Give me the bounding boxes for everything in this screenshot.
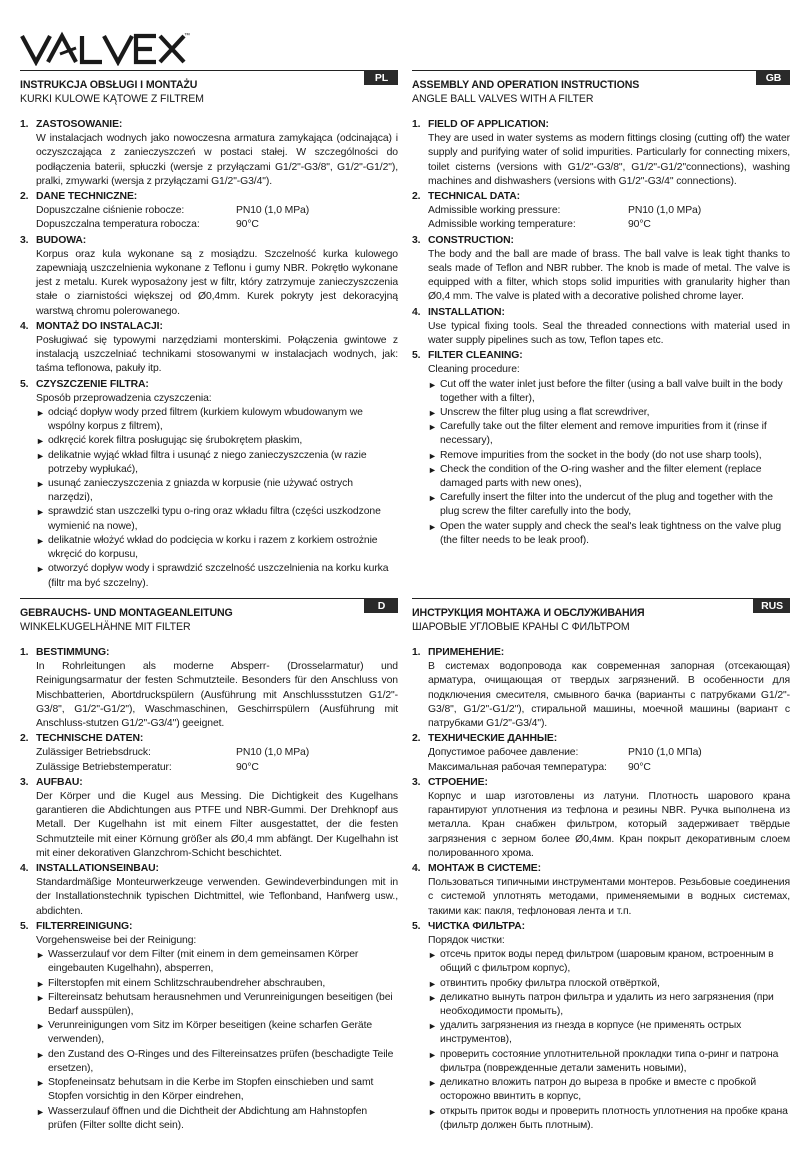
section-heading: МОНТАЖ В СИСТЕМЕ: xyxy=(428,863,541,875)
section-title: ИНСТРУКЦИЯ МОНТАЖА И ОБСЛУЖИВАНИЯ xyxy=(412,607,645,619)
cleaning-step: ► Wasserzulauf öffnen und die Dichtheit der Abdichtung am Hahnstopfen prüfen (Filter sollte dicht sein). xyxy=(36,1105,398,1133)
section-title: INSTRUKCJA OBSŁUGI I MONTAŻU xyxy=(20,79,198,91)
spec-row-pressure xyxy=(428,746,790,760)
cleaning-step: ► Check the condition of the O-ring washer and the filter element (replace damaged parts with new ones), xyxy=(428,463,790,491)
spec-row-temperature xyxy=(428,761,790,775)
section-title: ASSEMBLY AND OPERATION INSTRUCTIONS xyxy=(412,79,640,91)
section-heading: FIELD OF APPLICATION: xyxy=(428,119,549,130)
logo-trademark: ™ xyxy=(184,33,190,39)
section-text: Standardmäßige Monteurwerkzeuge verwenden. Gewindeverbindungen mit in der Installationstechnik typischen Dichtmittel, wie Teflonband, Hanfwerg usw., abdichten. xyxy=(36,877,398,917)
section-subtitle: WINKELKUGELHÄHNE MIT FILTER xyxy=(20,621,191,634)
section-construction xyxy=(20,234,398,319)
section-construction xyxy=(20,776,398,861)
section-heading: BESTIMMUNG: xyxy=(36,647,110,658)
cleaning-intro: Sposób przeprowadzenia czyszczenia: xyxy=(36,392,212,404)
logo-letter-v2 xyxy=(104,36,132,62)
language-badge: D xyxy=(364,598,398,613)
section-heading: FILTER CLEANING: xyxy=(428,350,523,362)
section-installation xyxy=(412,862,790,919)
section-text: Пользоваться типичными инструментами монтеров. Резьбовые соединения с системой уплотнять методами, применяемыми в водных системах, такими как: пакля, тефлоновая лента и т.п. xyxy=(428,877,790,917)
spec-label: Максимальная рабочая температура: xyxy=(428,761,607,773)
cleaning-step: ► sprawdzić stan uszczelki typu o-ring oraz wkładu filtra (części uszkodzone wymienić na nowe), xyxy=(36,505,398,533)
cleaning-step: ► Cut off the water inlet just before the filter (using a ball valve built in the body together with a filter), xyxy=(428,378,790,406)
section-number: 5. xyxy=(412,920,421,932)
section-heading: MONTAŻ DO INSTALACJI: xyxy=(36,320,163,332)
cleaning-step: ► Wasserzulauf vor dem Filter (mit einem in dem gemeinsamen Körper eingebauten Kugelhahn), absperren, xyxy=(36,948,398,976)
spec-label: Admissible working pressure: xyxy=(428,205,561,217)
section-number: 3. xyxy=(20,776,29,788)
spec-label: Dopuszczalne ciśnienie robocze: xyxy=(36,205,185,217)
cleaning-steps xyxy=(36,948,398,1133)
section-filter-cleaning xyxy=(20,378,398,591)
cleaning-step: ► Remove impurities from the socket in the body (do not use sharp tools), xyxy=(428,449,790,463)
spec-value: 90°C xyxy=(236,761,259,773)
section-installation xyxy=(20,862,398,919)
cleaning-step: ► Carefully take out the filter element and remove impurities from it (rinse if necessary), xyxy=(428,420,790,448)
cleaning-step: ► проверить состояние уплотнительной прокладки типа о-ринг и патрона фильтра (поврежденные детали заменить новыми), xyxy=(428,1048,790,1076)
section-filter-cleaning xyxy=(20,920,398,1133)
cleaning-step: ► Verunreinigungen vom Sitz im Körper beseitigen (keine scharfen Geräte verwenden), xyxy=(36,1019,398,1047)
section-technical-data xyxy=(20,732,398,775)
cleaning-step: ► Filterstopfen mit einem Schlitzschraubendreher abschrauben, xyxy=(36,977,398,991)
cleaning-steps xyxy=(428,948,790,1133)
section-heading: FILTERREINIGUNG: xyxy=(36,920,133,932)
spec-row-temperature xyxy=(36,218,398,232)
section-heading: TECHNICAL DATA: xyxy=(428,191,521,203)
spec-value: 90°C xyxy=(628,219,651,231)
cleaning-steps xyxy=(36,406,398,591)
section-title: GEBRAUCHS- UND MONTAGEANLEITUNG xyxy=(20,607,233,619)
spec-label: Zulässige Betriebstemperatur: xyxy=(36,761,172,773)
section-number: 5. xyxy=(20,378,29,390)
section-number: 4. xyxy=(20,320,29,332)
spec-label: Dopuszczalna temperatura robocza: xyxy=(36,219,200,231)
spec-label: Допустимое рабочее давление: xyxy=(428,747,579,759)
section-d xyxy=(20,598,398,1133)
spec-label: Zulässiger Betriebsdruck: xyxy=(36,747,151,759)
spec-row-pressure xyxy=(36,204,398,218)
cleaning-intro: Порядок чистки: xyxy=(428,935,505,947)
section-application xyxy=(20,118,398,189)
section-technical-data xyxy=(412,732,790,775)
section-number: 2. xyxy=(412,733,421,745)
cleaning-steps xyxy=(428,378,790,548)
section-heading: ПРИМЕНЕНИЕ: xyxy=(428,647,505,658)
cleaning-step: ► usunąć zanieczyszczenia z gniazda w korpusie (nie używać ostrych narzędzi), xyxy=(36,477,398,505)
section-application xyxy=(412,646,790,731)
section-text: Корпус и шар изготовлены из латуни. Плотность шарового крана гарантируют уплотнения из тефлона и резины NBR. Ручка выполнена из металла. Кран снабжен фильтром, который задерживает твёрдые загрязнения с зерном более Ø0,4мм. Кран покрыт декоративным слоем полированного хрома. xyxy=(428,791,790,859)
section-number: 2. xyxy=(412,191,421,203)
section-technical-data xyxy=(412,190,790,233)
section-number: 2. xyxy=(20,191,29,203)
section-rus xyxy=(412,598,790,1133)
section-text: W instalacjach wodnych jako nowoczesna armatura zamykająca (odcinająca) i oczyszczająca z zanieczyszczeń w postaci stałej. W szczególności do podłączenia baterii, spłuczki (wersje z przyłączami G1/2"-G3/8", G1/2"-G1/2"), pralki, zmywarki (wersja z przyłączami G1/2"-G3/4"). xyxy=(36,133,398,187)
section-heading: AUFBAU: xyxy=(36,776,83,788)
logo-letter-e xyxy=(136,36,156,62)
section-number: 1. xyxy=(20,647,29,658)
section-text: In Rohrleitungen als moderne Absperr- (Drosselarmatur) und Reinigungsarmatur der festen Schmutzteile. Besonders für den Anschluss von Mischbatterien, Abortdruckspülern (Ausführung mit Anschlussstutzen G1/2"- G3/8", G1/2"-G1/2"), Waschmaschinen, Geschirrspülern (Ausführung mit Anschluss-stutzen G1/2"-G3/4") geeignet. xyxy=(36,661,398,730)
cleaning-step: ► Unscrew the filter plug using a flat screwdriver, xyxy=(428,406,790,420)
section-header xyxy=(20,70,398,106)
spec-value: PN10 (1,0 MPa) xyxy=(236,205,310,217)
section-heading: INSTALLATIONSEINBAU: xyxy=(36,863,159,875)
cleaning-step: ► odciąć dopływ wody przed filtrem (kurkiem kulowym wbudowanym we wspólny korpus z filtrem), xyxy=(36,406,398,434)
cleaning-step: ► Open the water supply and check the seal's leak tightness on the valve plug (the filter needs to be leak proof). xyxy=(428,520,790,548)
section-number: 1. xyxy=(20,119,29,130)
section-construction xyxy=(412,234,790,305)
cleaning-intro: Cleaning procedure: xyxy=(428,364,520,376)
section-subtitle: ANGLE BALL VALVES WITH A FILTER xyxy=(412,93,594,106)
spec-row-temperature xyxy=(428,218,790,232)
section-heading: ЧИСТКА ФИЛЬТРА: xyxy=(428,920,525,932)
cleaning-step: ► delikatnie włożyć wkład do podcięcia w korku i razem z korkiem ostrożnie wkręcić do korpusu, xyxy=(36,534,398,562)
language-badge: GB xyxy=(756,70,790,85)
section-number: 2. xyxy=(20,733,29,745)
cleaning-step: ► Filtereinsatz behutsam herausnehmen und Verunreinigungen beseitigen (bei Bedarf ausspülen), xyxy=(36,991,398,1019)
logo-letter-v1 xyxy=(22,36,50,62)
section-heading: ZASTOSOWANIE: xyxy=(36,119,123,130)
cleaning-intro: Vorgehensweise bei der Reinigung: xyxy=(36,935,197,947)
section-header xyxy=(412,598,790,634)
spec-label: Admissible working temperature: xyxy=(428,219,576,231)
section-text: Der Körper und die Kugel aus Messing. Die Dichtigkeit des Kugelhans garantieren die Abdichtungen aus PTFE und NBR-Gummi. Der Drehknopf aus Metall. Der Kugelhahn ist mit einem Filter ausgestattet, der die festen Schmutzteile mit einer Körnung größer als Ø0,4 mm abfängt. Der Kugelhahn ist mit einer dekorativen Glanzchrom-Schicht beschichtet. xyxy=(36,791,398,859)
section-installation xyxy=(20,320,398,377)
section-text: They are used in water systems as modern fittings closing (cutting off) the water supply and purifying water of solid impurities. Particularly for connecting mixers, toilet cisterns (versions with G1/2"-G3/8", G1/2"-G1/2"connections), washing machines and dishwashers (versions with G1/2"-G3/4" connections). xyxy=(428,133,790,187)
cleaning-step: ► den Zustand des O-Ringes und des Filtereinsatzes prüfen (beschadigte Teile ersetzen), xyxy=(36,1048,398,1076)
section-number: 5. xyxy=(20,920,29,932)
section-text: Use typical fixing tools. Seal the threaded connections with material used in water supply pipelines such as tow, Teflon tapes etc. xyxy=(428,320,790,347)
section-number: 3. xyxy=(412,776,421,788)
section-header xyxy=(412,70,790,106)
language-badge: PL xyxy=(364,70,398,85)
section-application xyxy=(20,646,398,731)
section-gb xyxy=(412,70,790,548)
section-number: 4. xyxy=(412,306,421,318)
spec-row-pressure xyxy=(36,746,398,760)
section-application xyxy=(412,118,790,189)
section-text: The body and the ball are made of brass. The ball valve is leak tight thanks to seals made of Teflon and NBR rubber. The knob is made of metal. The valve is equipped with a filter, which stops solid impurities with granularity higher than Ø0,4 mm. The valve is plated with a decorative polished chrome layer. xyxy=(428,248,790,303)
section-text: Korpus oraz kula wykonane są z mosiądzu. Szczelność kurka kulowego zapewniają uszczelnienia wykonane z Teflonu i gumy NBR. Pokrętło wykonane jest z metalu. Kurek wyposażony jest w filtr, który zatrzymuje zanieczyszczenia stałe o ziarnistości większej od Ø0,4mm. Kurek pokryty jest dekoracyjną warstwą chromu polerowanego. xyxy=(36,248,398,317)
section-number: 4. xyxy=(20,863,29,875)
section-heading: CONSTRUCTION: xyxy=(428,234,514,246)
section-subtitle: KURKI KULOWE KĄTOWE Z FILTREM xyxy=(20,93,204,106)
cleaning-step: ► delikatnie wyjąć wkład filtra i usunąć z niego zanieczyszczenia (w razie potrzeby wypłukać), xyxy=(36,449,398,477)
section-text: Posługiwać się typowymi narzędziami monterskimi. Połączenia gwintowe z instalacją uszczelniać technikami stosowanymi w instalacjach wodnych, jak: taśma teflonowa, pakuły itp. xyxy=(36,335,398,375)
section-number: 5. xyxy=(412,350,421,362)
section-number: 4. xyxy=(412,863,421,875)
section-filter-cleaning xyxy=(412,349,790,548)
logo-letter-l xyxy=(82,36,102,62)
language-badge: RUS xyxy=(753,598,790,613)
spec-value: PN10 (1,0 MPa) xyxy=(236,747,310,759)
section-subtitle: ШАРОВЫЕ УГЛОВЫЕ КРАНЫ С ФИЛЬТРОМ xyxy=(412,621,630,634)
section-construction xyxy=(412,776,790,861)
cleaning-step: ► отсечь приток воды перед фильтром (шаровым краном, встроенным в общий с фильтром корпус), xyxy=(428,948,790,976)
section-heading: CZYSZCZENIE FILTRA: xyxy=(36,378,149,390)
cleaning-step: ► деликатно вынуть патрон фильтра и удалить из него загрязнения (при необходимости промыть), xyxy=(428,991,790,1019)
section-header xyxy=(20,598,398,634)
spec-row-pressure xyxy=(428,204,790,218)
spec-value: 90°C xyxy=(628,761,651,773)
cleaning-step: ► Carefully insert the filter into the undercut of the plug and together with the plug screw the filter carefully into the body, xyxy=(428,491,790,519)
cleaning-step: ► открыть приток воды и проверить плотность уплотнения на пробке крана (фильтр должен быть плотным). xyxy=(428,1105,790,1133)
cleaning-step: ► otworzyć dopływ wody i sprawdzić szczelność uszczelnienia na korku kurka (filtr ma być szczelny). xyxy=(36,562,398,590)
section-heading: ТЕХНИЧЕСКИЕ ДАННЫЕ: xyxy=(428,733,558,745)
spec-row-temperature xyxy=(36,761,398,775)
section-number: 1. xyxy=(412,119,421,130)
section-heading: DANE TECHNICZNE: xyxy=(36,191,138,203)
section-text: В системах водопровода как современная запорная (отсекающая) арматура, очищающая от твердых загрязнений. В особенности для подключения смесителя, смывного бачка (варианты с патрубками G1/2"-G3/8", G1/2"-G1/2"), стиральной машины, моечной машины (вариант с патрубками G1/2"-G3/4"). xyxy=(428,661,790,730)
spec-value: PN10 (1,0 MPa) xyxy=(628,205,702,217)
logo-letter-x xyxy=(160,36,184,62)
section-heading: СТРОЕНИЕ: xyxy=(428,776,488,788)
section-number: 3. xyxy=(412,234,421,246)
section-pl xyxy=(20,70,398,591)
cleaning-step: ► удалить загрязнения из гнезда в корпусе (не применять острых инструментов), xyxy=(428,1019,790,1047)
section-installation xyxy=(412,306,790,349)
section-number: 3. xyxy=(20,234,29,246)
section-heading: BUDOWA: xyxy=(36,234,87,246)
spec-value: 90°C xyxy=(236,219,259,231)
cleaning-step: ► отвинтить пробку фильтра плоской отвёрткой, xyxy=(428,977,790,991)
cleaning-step: ► деликатно вложить патрон до выреза в пробке и вместе с пробкой осторожно ввинтить в корпус, xyxy=(428,1076,790,1104)
cleaning-step: ► Stopfeneinsatz behutsam in die Kerbe im Stopfen einschieben und samt Stopfen vorsichtig in den Körper eindrehen, xyxy=(36,1076,398,1104)
section-technical-data xyxy=(20,190,398,233)
valvex-logo xyxy=(20,28,192,66)
cleaning-step: ► odkręcić korek filtra posługując się śrubokrętem płaskim, xyxy=(36,434,398,448)
section-heading: INSTALLATION: xyxy=(428,306,505,318)
section-number: 1. xyxy=(412,647,421,658)
section-filter-cleaning xyxy=(412,920,790,1133)
spec-value: PN10 (1,0 МПа) xyxy=(628,747,702,759)
section-heading: TECHNISCHE DATEN: xyxy=(36,733,144,745)
